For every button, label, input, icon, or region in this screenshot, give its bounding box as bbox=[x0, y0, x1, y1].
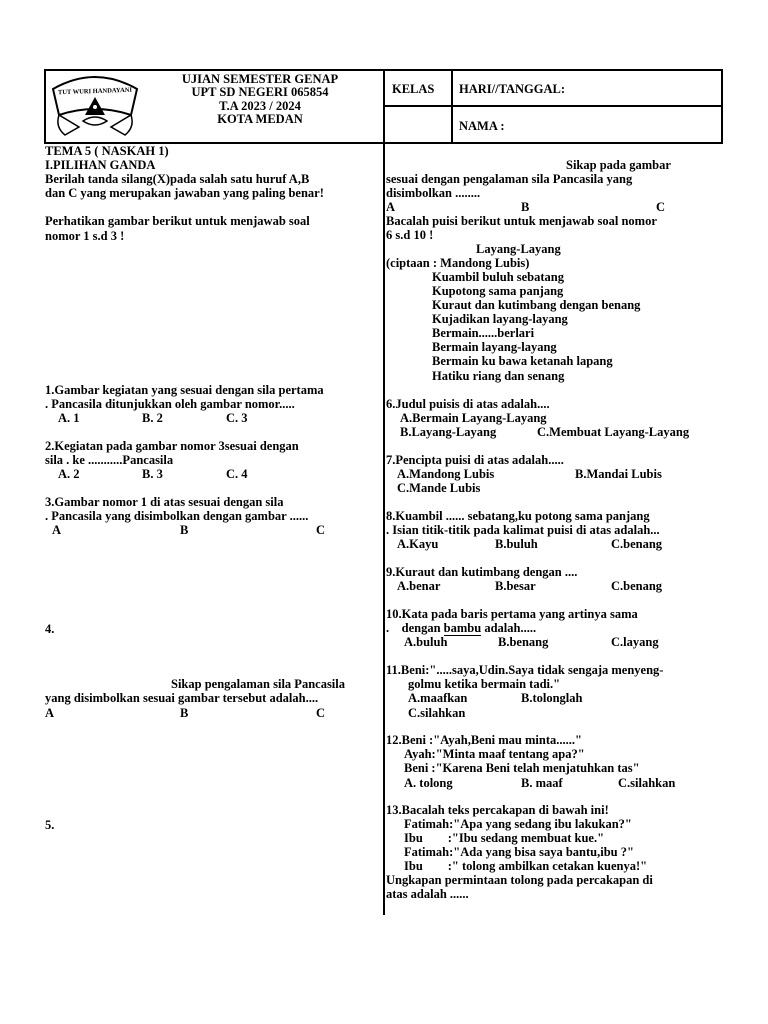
right-intro-2: sesuai dengan pengalaman sila Pancasila yang bbox=[386, 172, 633, 186]
q8-option-c[interactable]: C.benang bbox=[611, 537, 663, 551]
q1-option-a[interactable]: A. 1 bbox=[58, 411, 80, 425]
header-left-border bbox=[44, 69, 46, 144]
q11-option-b[interactable]: B.tolonglah bbox=[521, 691, 583, 705]
dialog-line-1: Fatimah:"Apa yang sedang ibu lakukan?" bbox=[404, 817, 632, 831]
question-4-line-2: yang disimbolkan sesuai gambar tersebut adalah.... bbox=[45, 691, 319, 705]
school-title-3: T.A 2023 / 2024 bbox=[219, 99, 301, 113]
svg-text:TUT WURI HANDAYANI: TUT WURI HANDAYANI bbox=[57, 86, 133, 97]
q9-option-c[interactable]: C.benang bbox=[611, 579, 663, 593]
question-10-line-1: 10.Kata pada baris pertama yang artinya sama bbox=[386, 607, 638, 621]
puisi-intro-2: 6 s.d 10 ! bbox=[386, 228, 434, 242]
q3-option-c[interactable]: C bbox=[316, 523, 326, 537]
right-intro-3: disimbolkan ........ bbox=[386, 186, 481, 200]
question-2-line-1: 2.Kegiatan pada gambar nomor 3sesuai dengan bbox=[45, 439, 299, 453]
kelas-label: KELAS bbox=[392, 82, 435, 96]
tut-wuri-handayani-logo bbox=[49, 71, 141, 141]
q6-option-c[interactable]: C.Membuat Layang-Layang bbox=[537, 425, 690, 439]
q4-option-c[interactable]: C bbox=[316, 706, 326, 720]
perhatikan-line-1: Perhatikan gambar berikut untuk menjawab soal bbox=[45, 214, 310, 228]
question-8-line-2: . Isian titik-titik pada kalimat puisi di atas adalah... bbox=[386, 523, 660, 537]
question-11-line-1: 11.Beni:".....saya,Udin.Saya tidak sengaja menyeng- bbox=[386, 663, 664, 677]
q10-underlined-word: bambu bbox=[443, 621, 482, 635]
hari-tanggal-label: HARI//TANGGAL: bbox=[459, 82, 566, 96]
right-option-a[interactable]: A bbox=[386, 200, 396, 214]
q4-option-b[interactable]: B bbox=[180, 706, 189, 720]
poem-line-6: Bermain layang-layang bbox=[432, 340, 557, 354]
q9-option-b[interactable]: B.besar bbox=[495, 579, 536, 593]
nama-label: NAMA : bbox=[459, 119, 505, 133]
dialog-line-4: Ibu :" tolong ambilkan cetakan kuenya!" bbox=[404, 859, 648, 873]
q2-option-b[interactable]: B. 3 bbox=[142, 467, 163, 481]
q2-option-c[interactable]: C. 4 bbox=[226, 467, 248, 481]
q10-option-b[interactable]: B.benang bbox=[498, 635, 549, 649]
perhatikan-line-2: nomor 1 s.d 3 ! bbox=[45, 229, 125, 243]
q10-option-a[interactable]: A.buluh bbox=[404, 635, 448, 649]
question-10-line-2 bbox=[386, 621, 536, 635]
question-4-line-1: Sikap pengalaman sila Pancasila bbox=[171, 677, 345, 691]
q2-option-a[interactable]: A. 2 bbox=[58, 467, 80, 481]
q4-option-a[interactable]: A bbox=[45, 706, 55, 720]
q11-option-c[interactable]: C.silahkan bbox=[408, 706, 466, 720]
puisi-intro-1: Bacalah puisi berikut untuk menjawab soal nomor bbox=[386, 214, 657, 228]
poem-line-3: Kuraut dan kutimbang dengan benang bbox=[432, 298, 641, 312]
q11-option-a[interactable]: A.maafkan bbox=[408, 691, 468, 705]
dialog-line-2: Ibu :"Ibu sedang membuat kue." bbox=[404, 831, 605, 845]
q12-option-b[interactable]: B. maaf bbox=[521, 776, 563, 790]
question-1-line-1: 1.Gambar kegiatan yang sesuai dengan sila pertama bbox=[45, 383, 324, 397]
q8-option-a[interactable]: A.Kayu bbox=[397, 537, 439, 551]
poem-line-2: Kupotong sama panjang bbox=[432, 284, 564, 298]
section-heading: I.PILIHAN GANDA bbox=[45, 158, 156, 172]
right-intro-1: Sikap pada gambar bbox=[566, 158, 671, 172]
school-title-4: KOTA MEDAN bbox=[217, 112, 303, 126]
question-5-number: 5. bbox=[45, 818, 55, 832]
q12-option-c[interactable]: C.silahkan bbox=[618, 776, 676, 790]
school-title-2: UPT SD NEGERI 065854 bbox=[191, 85, 329, 99]
question-7: 7.Pencipta puisi di atas adalah..... bbox=[386, 453, 564, 467]
q1-option-c[interactable]: C. 3 bbox=[226, 411, 248, 425]
right-option-b[interactable]: B bbox=[521, 200, 530, 214]
question-3-line-1: 3.Gambar nomor 1 di atas sesuai dengan sila bbox=[45, 495, 284, 509]
question-13-end-2: atas adalah ...... bbox=[386, 887, 469, 901]
q1-option-b[interactable]: B. 2 bbox=[142, 411, 163, 425]
question-8-line-1: 8.Kuambil ...... sebatang,ku potong sama panjang bbox=[386, 509, 650, 523]
right-option-c[interactable]: C bbox=[656, 200, 666, 214]
poem-line-8: Hatiku riang dan senang bbox=[432, 369, 565, 383]
q10-prefix: . dengan bbox=[386, 621, 444, 635]
poem-line-1: Kuambil buluh sebatang bbox=[432, 270, 564, 284]
question-12-line-1: 12.Beni :"Ayah,Beni mau minta......" bbox=[386, 733, 582, 747]
question-4-number: 4. bbox=[45, 622, 55, 636]
poem-line-4: Kujadikan layang-layang bbox=[432, 312, 568, 326]
q12-option-a[interactable]: A. tolong bbox=[404, 776, 453, 790]
school-title-1: UJIAN SEMESTER GENAP bbox=[181, 72, 339, 86]
question-12-line-3: Beni :"Karena Beni telah menjatuhkan tas" bbox=[404, 761, 640, 775]
question-13: 13.Bacalah teks percakapan di bawah ini! bbox=[386, 803, 609, 817]
question-3-line-2: . Pancasila yang disimbolkan dengan gambar ...... bbox=[45, 509, 309, 523]
question-12-line-2: Ayah:"Minta maaf tentang apa?" bbox=[404, 747, 585, 761]
poem-line-7: Bermain ku bawa ketanah lapang bbox=[432, 354, 613, 368]
question-13-end-1: Ungkapan permintaan tolong pada percakapan di bbox=[386, 873, 653, 887]
question-11-line-2: golmu ketika bermain tadi." bbox=[408, 677, 561, 691]
question-2-line-2: sila . ke ...........Pancasila bbox=[45, 453, 174, 467]
question-6: 6.Judul puisis di atas adalah.... bbox=[386, 397, 550, 411]
poem-title: Layang-Layang bbox=[476, 242, 561, 256]
poem-author: (ciptaan : Mandong Lubis) bbox=[386, 256, 530, 270]
q6-option-a[interactable]: A.Bermain Layang-Layang bbox=[400, 411, 547, 425]
q6-option-b[interactable]: B.Layang-Layang bbox=[400, 425, 497, 439]
question-9: 9.Kuraut dan kutimbang dengan .... bbox=[386, 565, 578, 579]
q9-option-a[interactable]: A.benar bbox=[397, 579, 441, 593]
q3-option-b[interactable]: B bbox=[180, 523, 189, 537]
q10-option-c[interactable]: C.layang bbox=[611, 635, 659, 649]
q7-option-a[interactable]: A.Mandong Lubis bbox=[397, 467, 495, 481]
question-1-line-2: . Pancasila ditunjukkan oleh gambar nomor..... bbox=[45, 397, 295, 411]
q3-option-a[interactable]: A bbox=[52, 523, 62, 537]
tema-heading: TEMA 5 ( NASKAH 1) bbox=[45, 144, 169, 158]
q7-option-c[interactable]: C.Mande Lubis bbox=[397, 481, 481, 495]
instruction-line-2: dan C yang merupakan jawaban yang paling benar! bbox=[45, 186, 324, 200]
column-divider bbox=[383, 143, 385, 915]
q10-suffix: adalah..... bbox=[481, 621, 537, 635]
poem-line-5: Bermain......berlari bbox=[432, 326, 535, 340]
q8-option-b[interactable]: B.buluh bbox=[495, 537, 538, 551]
instruction-line-1: Berilah tanda silang(X)pada salah satu huruf A,B bbox=[45, 172, 310, 186]
dialog-line-3: Fatimah:"Ada yang bisa saya bantu,ibu ?" bbox=[404, 845, 634, 859]
q7-option-b[interactable]: B.Mandai Lubis bbox=[575, 467, 662, 481]
header-mid-border bbox=[383, 105, 723, 107]
